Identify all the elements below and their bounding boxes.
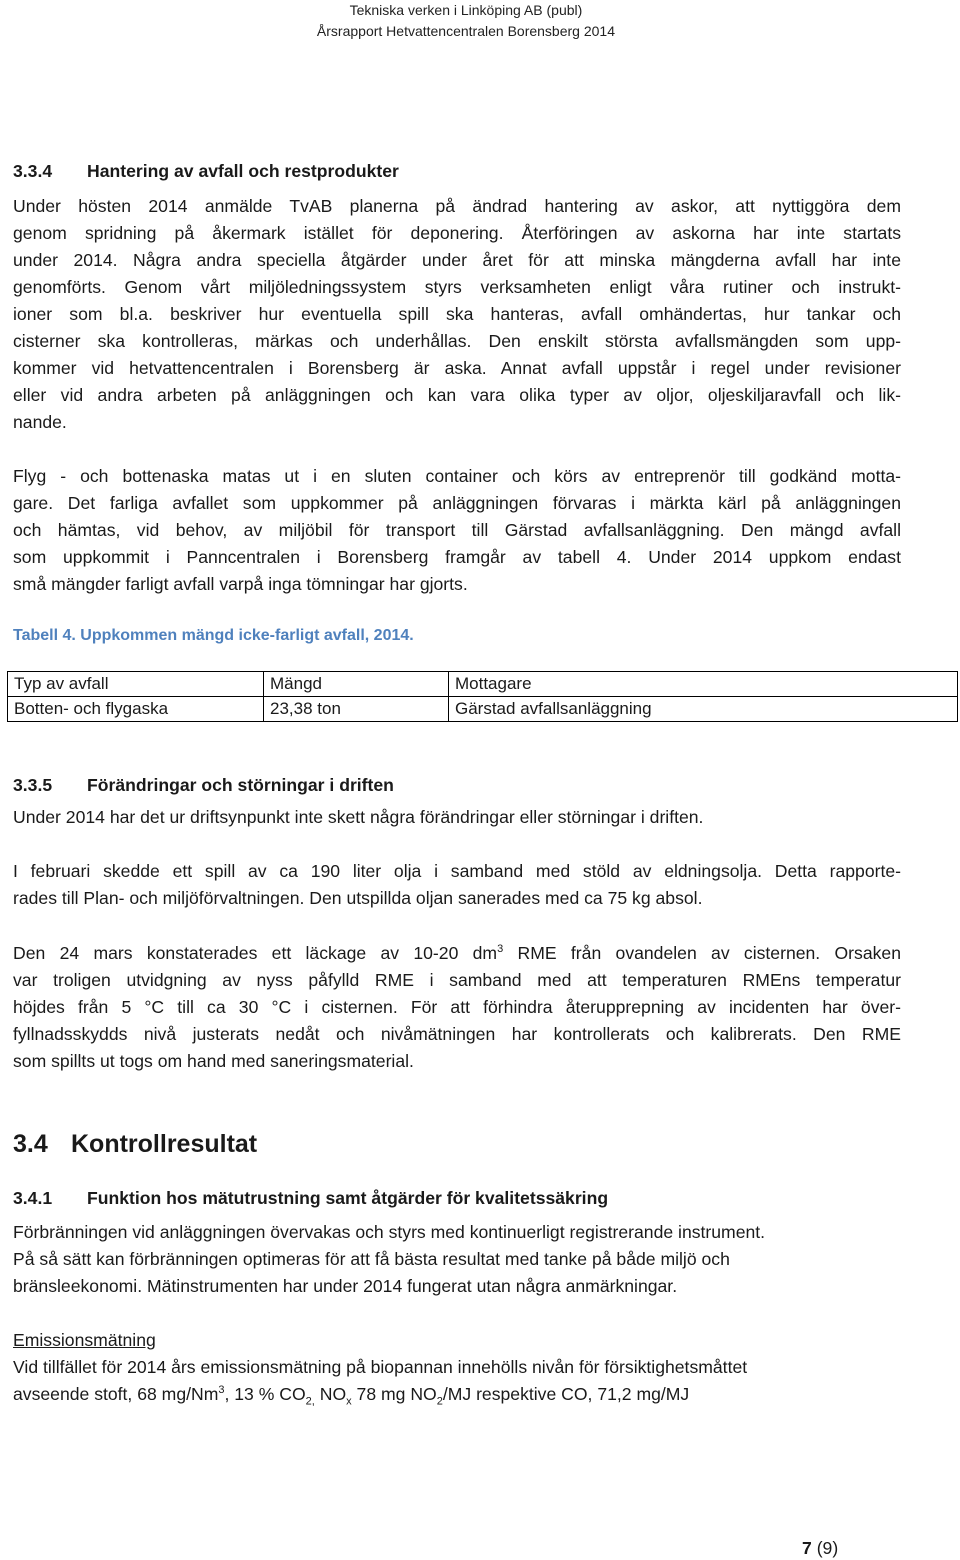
- text-line: Flyg - och bottenaska matas ut i en sluten container och körs av entreprenör till godkänd motta-: [13, 466, 901, 486]
- page-total: (9): [816, 1538, 839, 1558]
- text-line: kommer vid hetvattencentralen i Borensberg är aska. Annat avfall uppstår i regel under revisioner: [13, 358, 901, 378]
- section-heading-3-3-4: [13, 158, 399, 185]
- superscript: 3: [497, 943, 504, 956]
- text-run: /MJ respektive CO, 71,2 mg/MJ: [442, 1384, 690, 1404]
- section-number: 3.3.4: [13, 161, 53, 181]
- paragraph-measurement-equipment: [13, 1219, 901, 1300]
- text-line: som spillts ut togs om hand med saneringsmaterial.: [13, 1051, 414, 1071]
- text-line: bränsleekonomi. Mätinstrumenten har under 2014 fungerat utan några anmärkningar.: [13, 1276, 678, 1296]
- text-run: Den 24 mars konstaterades ett läckage av 10-20 dm: [13, 943, 498, 963]
- text-line: eller vid andra arbeten på anläggningen och kan vara olika typer av oljor, oljeskiljaravfall och lik-: [13, 385, 901, 405]
- text-line: under 2014. Några andra speciella åtgärder under året för att minska mängderna avfall har inte: [13, 250, 901, 270]
- text-run: , 13 % CO: [224, 1384, 306, 1404]
- page-number: [802, 1537, 838, 1559]
- section-heading-3-4-1: [13, 1185, 608, 1212]
- paragraph-no-changes: [13, 804, 901, 831]
- text-line: höjdes från 5 °C till ca 30 °C i cisternen. För att förhindra återupprepning av incidenten har över-: [13, 997, 901, 1017]
- table-cell: Botten- och flygaska: [8, 697, 264, 722]
- text-line: rades till Plan- och miljöförvaltningen. Den utspillda oljan sanerades med ca 75 kg absol.: [13, 888, 703, 908]
- table-cell: 23,38 ton: [264, 697, 449, 722]
- paragraph-oil-spill: [13, 858, 901, 912]
- text-line: ioner som bl.a. beskriver hur eventuella spill ska hanteras, avfall omhändertas, hur tankar och: [13, 304, 901, 324]
- subscript: 2,: [305, 1395, 315, 1408]
- page-header: [317, 0, 615, 42]
- emission-section: [13, 1327, 901, 1408]
- table-header-cell: Mängd: [264, 672, 449, 697]
- page-current: 7: [802, 1538, 812, 1558]
- text-line: små mängder farligt avfall varpå inga tömningar har gjorts.: [13, 574, 468, 594]
- text-run: RME från ovandelen av cisternen. Orsaken: [503, 943, 901, 963]
- table-row: [8, 697, 958, 722]
- header-company: Tekniska verken i Linköping AB (publ): [349, 2, 583, 18]
- paragraph-ash-transport: [13, 463, 901, 598]
- table-header-row: [8, 672, 958, 697]
- subscript: x: [346, 1395, 352, 1408]
- text-line: fyllnadsskydds nivå justerats nedåt och nivåmätningen har kontrollerats och kalibrerats. Den RME: [13, 1024, 901, 1044]
- section-title: Kontrollresultat: [71, 1130, 258, 1158]
- paragraph-waste-handling: [13, 193, 901, 436]
- subscript: 2: [436, 1395, 443, 1408]
- table-caption: Tabell 4. Uppkommen mängd icke-farligt avfall, 2014.: [13, 627, 414, 644]
- section-number: 3.4: [13, 1130, 48, 1158]
- superscript: 3: [218, 1384, 225, 1397]
- section-title: Hantering av avfall och restprodukter: [87, 161, 399, 181]
- text-run: 78 mg NO: [351, 1384, 437, 1404]
- table-cell: Gärstad avfallsanläggning: [449, 697, 958, 722]
- text-line: [13, 940, 901, 967]
- header-report-title: Årsrapport Hetvattencentralen Borensberg 2014: [316, 23, 615, 39]
- text-line: Vid tillfället för 2014 års emissionsmätning på biopannan innehölls nivån för försiktighetsmåttet: [13, 1357, 748, 1377]
- paragraph-rme-leak: [13, 940, 901, 1075]
- text-line: och hämtas, vid behov, av miljöbil för transport till Gärstad avfallsanläggning. Den mängd avfall: [13, 520, 901, 540]
- text-run: NO: [314, 1384, 347, 1404]
- text-line: Förbränningen vid anläggningen övervakas och styrs med kontinuerligt registrerande instrument.: [13, 1222, 766, 1242]
- text-run: avseende stoft, 68 mg/Nm: [13, 1384, 219, 1404]
- text-line: [13, 1381, 901, 1408]
- text-line: På så sätt kan förbränningen optimeras för att få bästa resultat med tanke på både miljö och: [13, 1249, 730, 1269]
- text-line: I februari skedde ett spill av ca 190 liter olja i samband med stöld av eldningsolja. Detta rapporte-: [13, 861, 901, 881]
- emission-heading: Emissionsmätning: [13, 1330, 156, 1350]
- text-line: var troligen utvidgning av nyss påfylld RME i samband med att temperaturen RMEns temperatur: [13, 970, 901, 990]
- text-line: som uppkommit i Panncentralen i Borensberg framgår av tabell 4. Under 2014 uppkom endast: [13, 547, 901, 567]
- table-header-cell: Mottagare: [449, 672, 958, 697]
- text-line: genomförts. Genom vårt miljöledningssystem styrs verksamheten enligt våra rutiner och instrukt-: [13, 277, 901, 297]
- section-number: 3.3.5: [13, 775, 53, 795]
- text-line: Under hösten 2014 anmälde TvAB planerna på ändrad hantering av askor, att nyttiggöra dem: [13, 196, 901, 216]
- section-heading-3-4: [13, 1127, 257, 1161]
- waste-table: [7, 671, 958, 722]
- text-line: Under 2014 har det ur driftsynpunkt inte skett några förändringar eller störningar i driften.: [13, 807, 704, 827]
- text-line: cisterner ska kontrolleras, märkas och underhållas. Den enskilt största avfallsmängden som upp-: [13, 331, 901, 351]
- text-line: nande.: [13, 412, 67, 432]
- text-line: gare. Det farliga avfallet som uppkommer på anläggningen förvaras i märkta kärl på anläggningen: [13, 493, 901, 513]
- section-heading-3-3-5: [13, 772, 394, 799]
- text-line: genom spridning på åkermark istället för deponering. Återföringen av askorna har inte startats: [13, 223, 901, 243]
- section-title: Funktion hos mätutrustning samt åtgärder för kvalitetssäkring: [87, 1188, 609, 1208]
- section-title: Förändringar och störningar i driften: [87, 775, 394, 795]
- section-number: 3.4.1: [13, 1188, 53, 1208]
- table-header-cell: Typ av avfall: [8, 672, 264, 697]
